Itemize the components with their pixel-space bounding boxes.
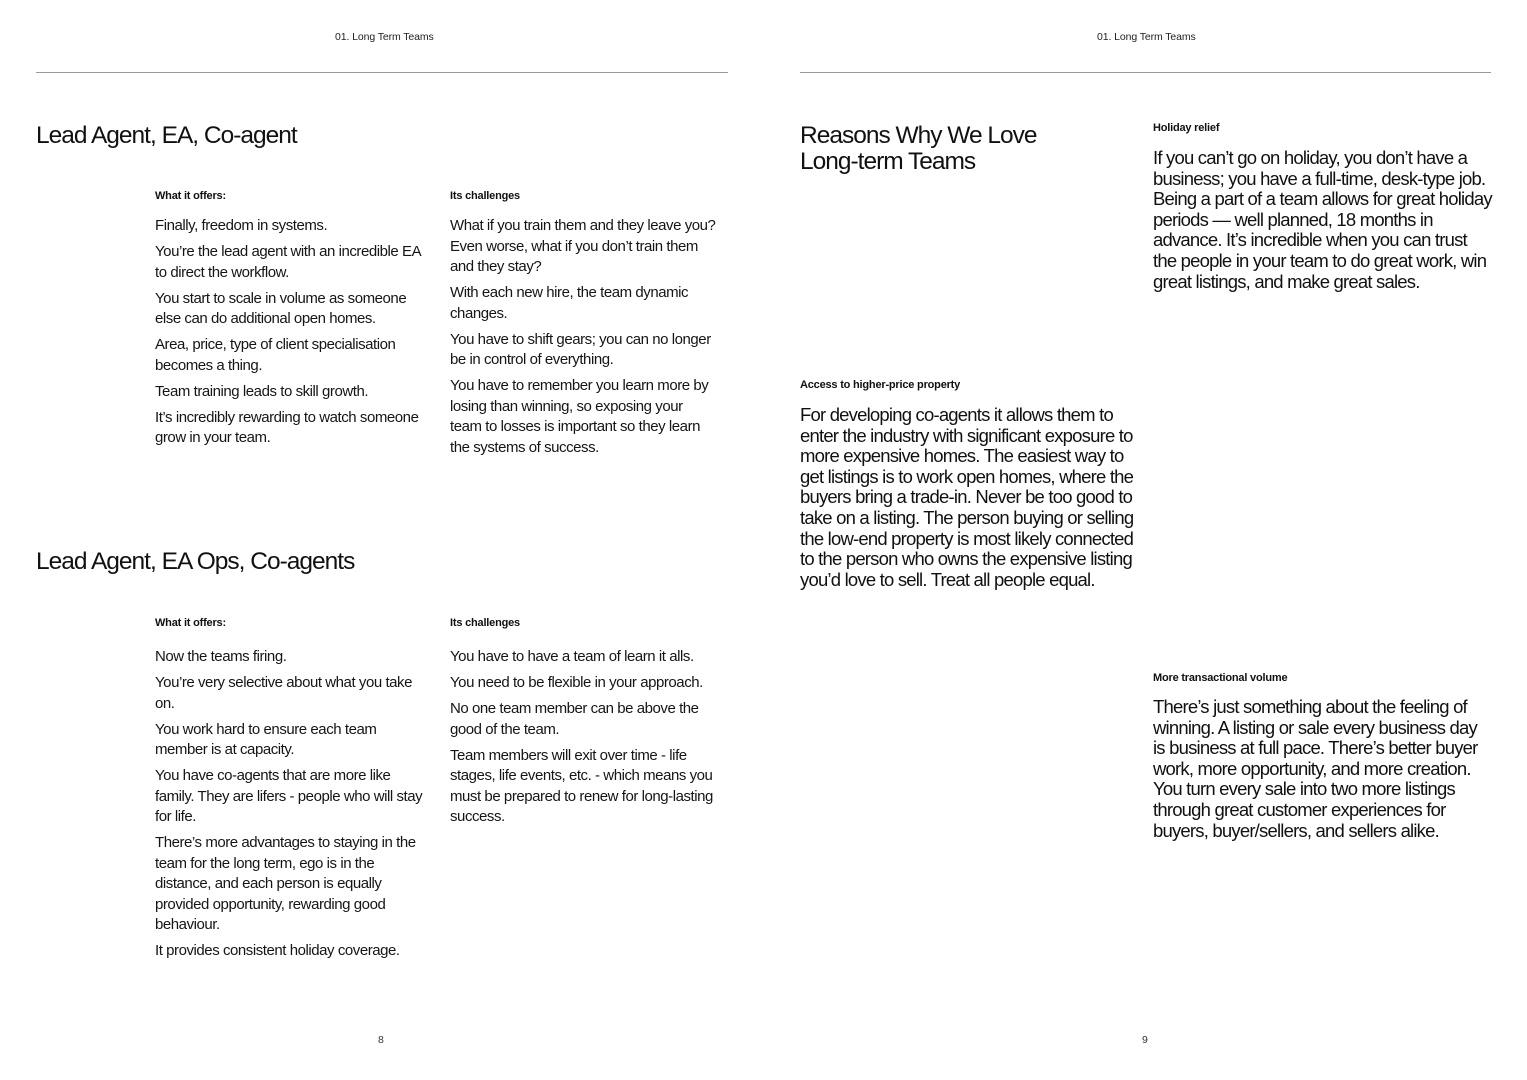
offer-item: Now the teams firing.	[155, 648, 287, 665]
challenge-item: Team members will exit over time - life stages, life events, etc. - which means you must be prepared to renew for long-lasting success.	[450, 746, 713, 825]
challenge-item: With each new hire, the team dynamic changes.	[450, 284, 689, 322]
reason-text: There’s just something about the feeling of winning. A listing or sale every business day is business at full pace. There’s better buyer work, more opportunity, and more creation. You turn every sale into two more listings through great customer experiences for buyers, buyer/sellers, and sellers alike.	[1153, 696, 1478, 841]
challenges-list	[450, 216, 716, 464]
offer-item: It provides consistent holiday coverage.	[155, 942, 400, 959]
header-rule	[36, 72, 728, 73]
page-number: 9	[1142, 1034, 1148, 1046]
challenge-item: What if you train them and they leave you? Even worse, what if you don’t train them and they stay?	[450, 217, 716, 275]
running-head: 01. Long Term Teams	[335, 31, 434, 43]
challenges-list	[450, 647, 716, 833]
page-title-line: Reasons Why We Love	[800, 122, 1037, 149]
offer-item: There’s more advantages to staying in the team for the long term, ego is in the distance, and each person is equally provided opportunity, rewarding good behaviour.	[155, 834, 416, 933]
section-title: Lead Agent, EA, Co-agent	[36, 122, 297, 149]
challenge-item: No one team member can be above the good of the team.	[450, 700, 699, 738]
challenge-item: You have to have a team of learn it alls.	[450, 648, 694, 665]
offers-list	[155, 647, 423, 967]
offers-list	[155, 216, 427, 454]
offer-item: You have co-agents that are more like family. They are lifers - people who will stay for life.	[155, 767, 423, 825]
offer-item: Area, price, type of client specialisation becomes a thing.	[155, 336, 396, 374]
offer-item: Finally, freedom in systems.	[155, 217, 328, 234]
offers-label: What it offers:	[155, 617, 226, 629]
reason-label: More transactional volume	[1153, 672, 1288, 684]
page-title	[800, 123, 1037, 175]
offer-item: You work hard to ensure each team member is at capacity.	[155, 720, 377, 758]
page-number: 8	[378, 1034, 384, 1046]
offer-item: You start to scale in volume as someone else can do additional open homes.	[155, 289, 407, 327]
header-rule	[800, 72, 1491, 73]
reason-text: For developing co-agents it allows them to enter the industry with significant exposure to more expensive homes. The easiest way to get listings is to work open homes, where the buyers bring a trade-in. Never be too good to take on a listing. The person buying or selling the low-end property is most likely connected to the person who owns the expensive listing you’d love to sell. Treat all people equal.	[800, 404, 1134, 590]
challenges-label: Its challenges	[450, 190, 520, 202]
reason-label: Access to higher-price property	[800, 379, 961, 391]
challenge-item: You need to be flexible in your approach.	[450, 674, 703, 691]
section-title: Lead Agent, EA Ops, Co-agents	[36, 548, 355, 575]
running-head: 01. Long Term Teams	[1097, 31, 1196, 43]
offer-item: Team training leads to skill growth.	[155, 382, 369, 400]
reason-label: Holiday relief	[1153, 122, 1220, 134]
right-page	[764, 0, 1527, 1080]
offer-item: You’re the lead agent with an incredible EA to direct the workflow.	[155, 243, 421, 281]
challenges-label: Its challenges	[450, 617, 520, 629]
reason-text: If you can’t go on holiday, you don’t have a business; you have a full-time, desk-type job. Being a part of a team allows for great holiday periods — well planned, 18 months in advance. It’s incredible when you can trust the people in your team to do great work, win great listings, and make great sales.	[1153, 147, 1492, 292]
challenge-item: You have to shift gears; you can no longer be in control of everything.	[450, 330, 711, 368]
page-title-line: Long-term Teams	[800, 148, 976, 175]
offers-label: What it offers:	[155, 190, 226, 202]
offer-item: You’re very selective about what you take on.	[155, 674, 412, 712]
offer-item: It’s incredibly rewarding to watch someone grow in your team.	[155, 408, 419, 446]
challenge-item: You have to remember you learn more by losing than winning, so exposing your team to losses is important so they learn the systems of success.	[450, 377, 709, 456]
